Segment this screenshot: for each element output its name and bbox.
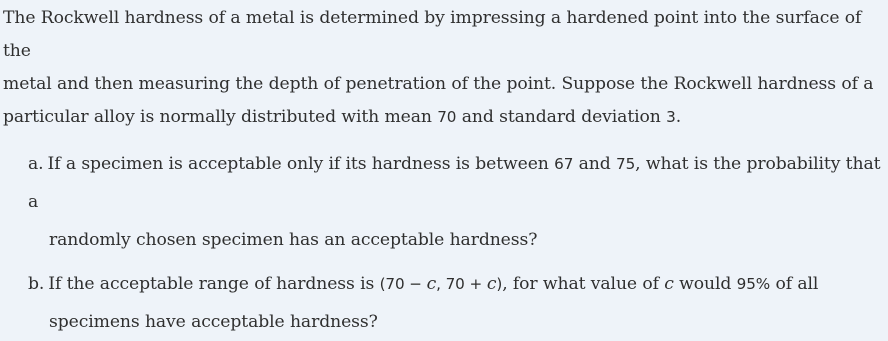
percent-value: 95% — [736, 275, 771, 293]
part-b-marker: b. — [28, 274, 45, 294]
part-b-text-4: of all — [770, 274, 819, 294]
intro-line-3-end: . — [675, 107, 682, 127]
question-parts — [3, 145, 888, 341]
variable-c: c — [664, 274, 674, 294]
intro-line-2: metal and then measuring the depth of penetration of the point. Suppose the Rockwell hardness of a — [3, 74, 874, 94]
range-open: (70 − — [379, 275, 427, 293]
part-a-text-3: , what is the probability that a — [28, 154, 881, 212]
intro-line-1: The Rockwell hardness of a metal is determined by impressing a hardened point into the surface of the — [3, 8, 862, 61]
part-a-text-4: randomly chosen specimen has an acceptable hardness? — [49, 230, 538, 250]
range-close: ) — [496, 275, 503, 293]
intro-line-3-mid: and standard deviation — [456, 107, 667, 127]
mean-value: 70 — [437, 108, 457, 126]
part-a — [28, 145, 888, 259]
part-b-text-3: would — [673, 274, 737, 294]
part-a-marker: a. — [28, 154, 44, 174]
part-b — [28, 265, 888, 341]
sd-value: 3 — [666, 108, 676, 126]
variable-c: c — [486, 274, 497, 294]
part-b-text-2: , for what value of — [502, 274, 665, 294]
part-b-text-5: specimens have acceptable hardness? — [49, 312, 378, 332]
range-low-value: 67 — [554, 155, 574, 173]
variable-c: c — [426, 274, 437, 294]
part-b-text-1: If the acceptable range of hardness is — [48, 274, 380, 294]
range-high-value: 75 — [616, 155, 636, 173]
part-a-text-2: and — [573, 154, 617, 174]
intro-line-3-start: particular alloy is normally distributed with mean — [3, 107, 438, 127]
range-mid: , 70 + — [436, 275, 487, 293]
part-a-text-1: If a specimen is acceptable only if its hardness is between — [47, 154, 555, 174]
problem-intro — [3, 2, 888, 134]
